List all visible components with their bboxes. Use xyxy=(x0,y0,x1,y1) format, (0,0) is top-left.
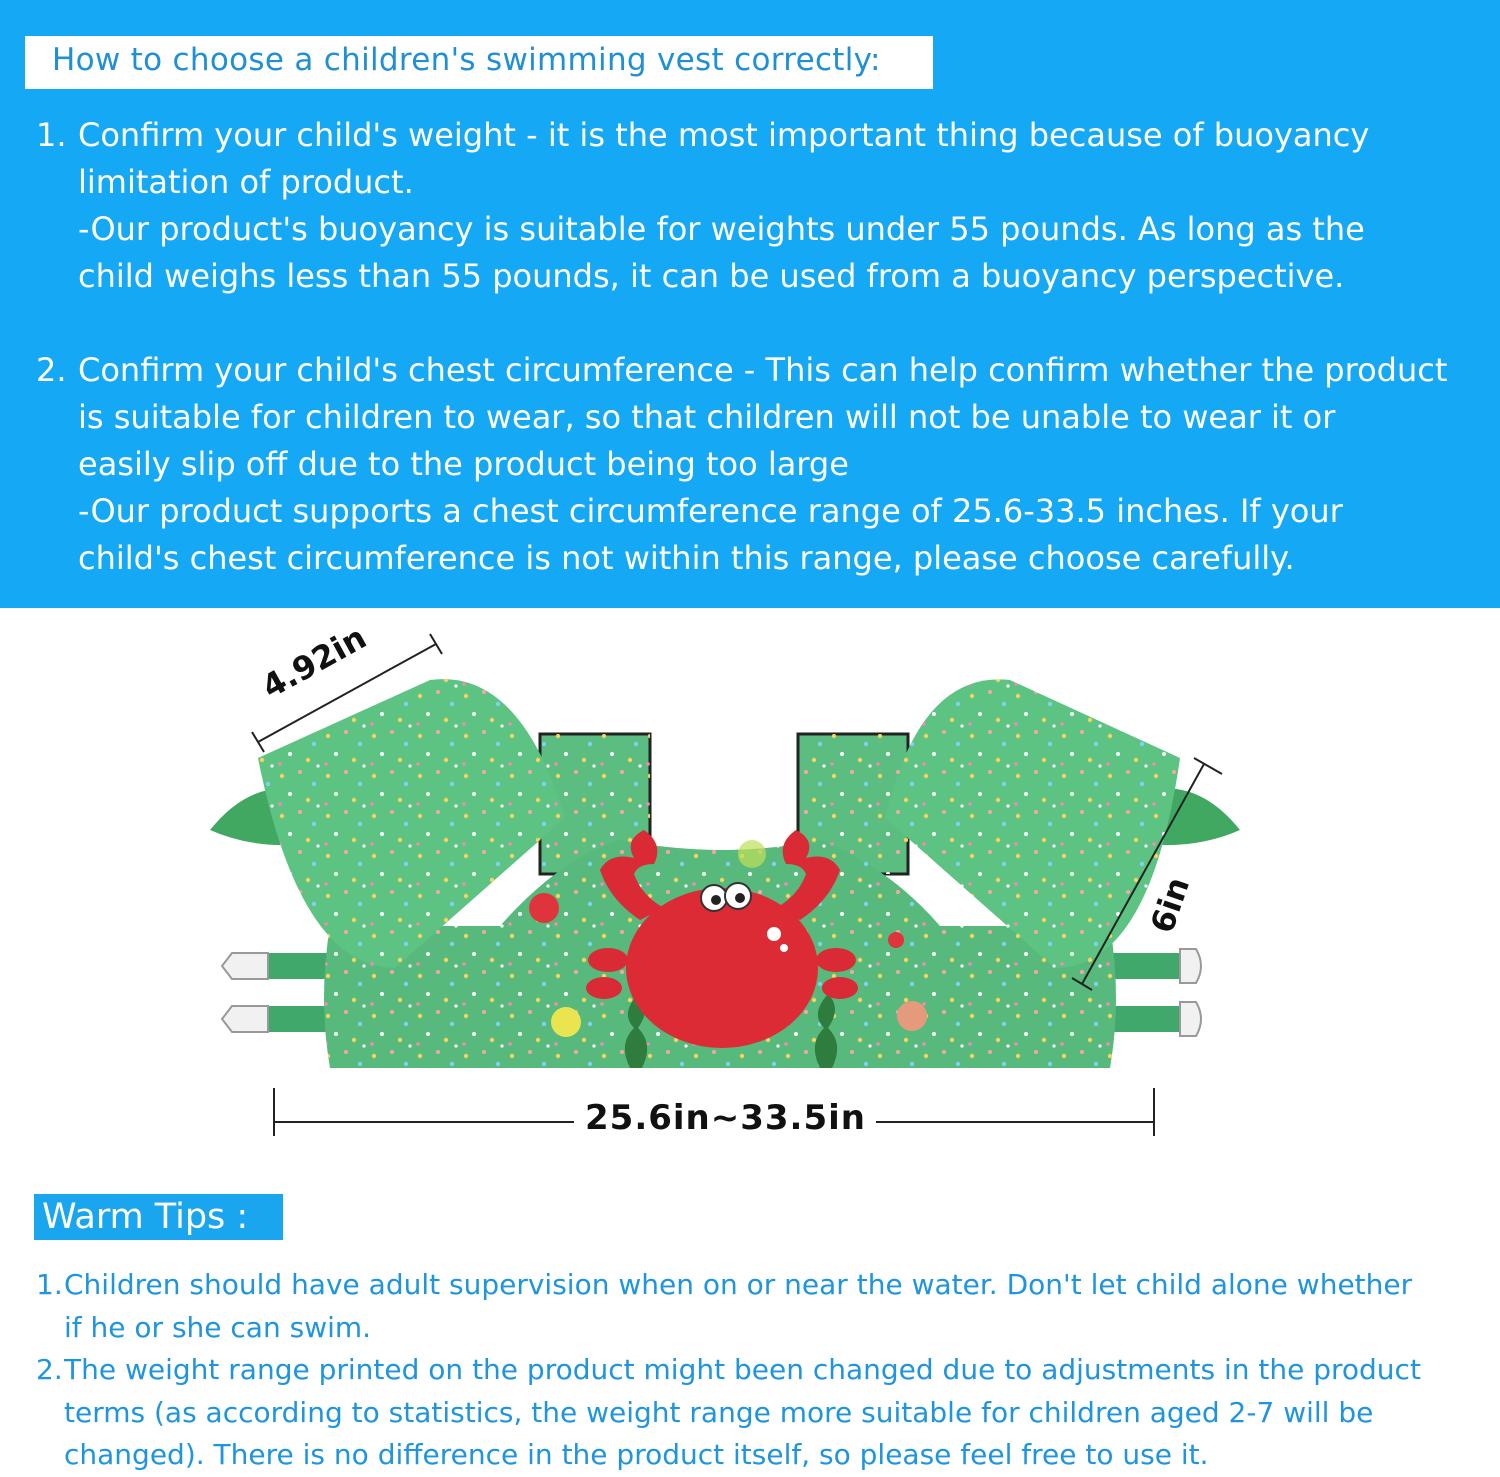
chest-range-label: 25.6in~33.5in xyxy=(585,1098,866,1138)
tip-number: 2. xyxy=(36,1353,63,1386)
buckle-left-icon xyxy=(222,953,268,1032)
instructions-panel xyxy=(0,0,1500,608)
step-line: easily slip off due to the product being too large xyxy=(78,445,849,483)
warm-tips-label: Warm Tips : xyxy=(42,1197,249,1237)
side-strap-right xyxy=(1110,953,1180,1032)
step-line: -Our product supports a chest circumference range of 25.6-33.5 inches. If your xyxy=(78,492,1343,530)
step-line: is suitable for children to wear, so that children will not be unable to wear it or xyxy=(78,398,1336,436)
product-diagram xyxy=(0,608,1500,1178)
step-line: child's chest circumference is not within this range, please choose carefully. xyxy=(78,539,1295,577)
arm-width-label: 4.92in xyxy=(255,618,373,706)
page-title: How to choose a children's swimming vest correctly: xyxy=(52,42,881,78)
tip-line: changed). There is no difference in the product itself, so please feel free to use it. xyxy=(64,1438,1209,1471)
step-line: limitation of product. xyxy=(78,163,414,201)
tip-line: Children should have adult supervision when on or near the water. Don't let child alone whether xyxy=(64,1268,1413,1301)
warm-tips-heading xyxy=(34,1194,283,1240)
tip-line: if he or she can swim. xyxy=(64,1310,372,1344)
buckle-right-icon xyxy=(1180,949,1201,1036)
arm-height-label: 6in xyxy=(1142,872,1198,938)
step-line: -Our product's buoyancy is suitable for weights under 55 pounds. As long as the xyxy=(78,210,1365,248)
tip-number: 1. xyxy=(36,1268,63,1301)
step-number: 2. xyxy=(36,351,67,389)
step-line: child weighs less than 55 pounds, it can be used from a buoyancy perspective. xyxy=(78,257,1345,295)
step-number: 1. xyxy=(36,116,67,154)
vest-illustration xyxy=(0,608,1500,1178)
tip-line: The weight range printed on the product might been changed due to adjustments in the product xyxy=(64,1353,1421,1386)
tip-line: terms (as according to statistics, the weight range more suitable for children aged 2-7 will be xyxy=(64,1395,1374,1429)
step-line: Confirm your child's chest circumference - This can help confirm whether the product xyxy=(78,351,1448,389)
step-line: Confirm your child's weight - it is the most important thing because of buoyancy xyxy=(78,116,1370,154)
title-box xyxy=(25,36,933,89)
